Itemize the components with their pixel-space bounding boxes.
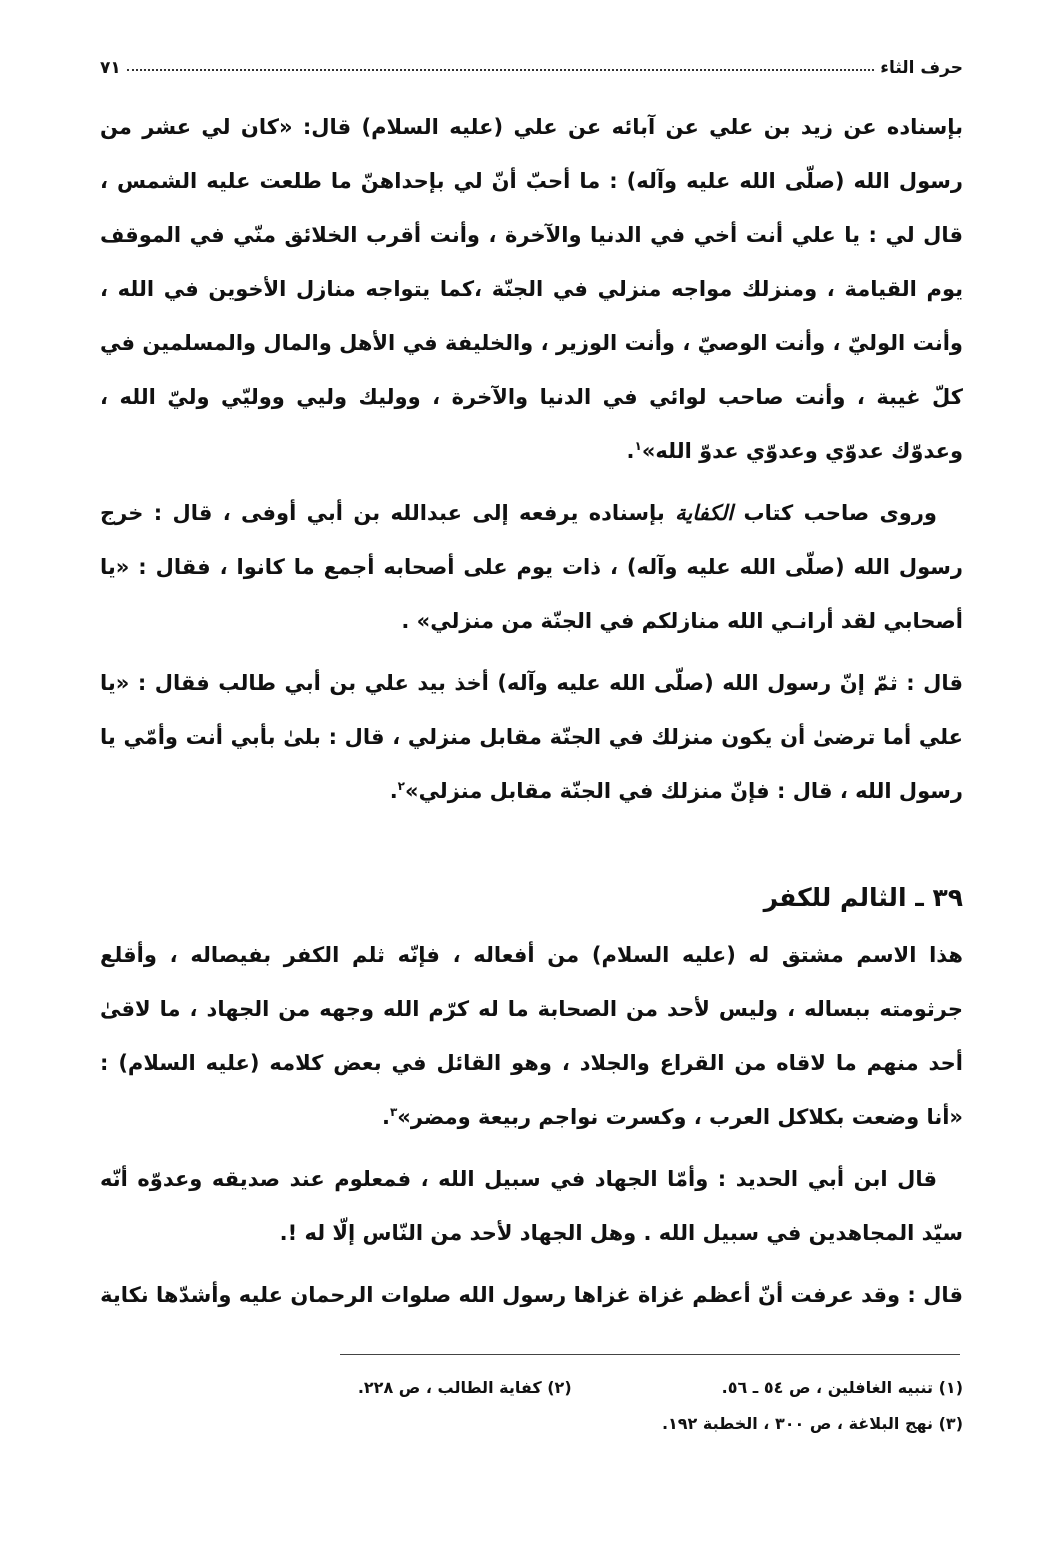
- paragraph-1-text: بإسناده عن زيد بن علي عن آبائه عن علي (عليه السلام) قال: «كان لي عشر من رسول الله (صلّى الله عليه وآله) : ما أحبّ أنّ لي بإحداهنّ ما طلعت عليه الشمس ، قال لي : يا علي أنت أخي في الدنيا والآخرة ، وأنت أقرب الخلائق منّي في الموقف يوم القيامة ، ومنزلك مواجه منزلي في الجنّة ،كما يتواجه منازل الأخوين في الله ، وأنت الوليّ ، وأنت الوصيّ ، وأنت الوزير ، والخليفة في الأهل والمال والمسلمين في كلّ غيبة ، وأنت صاحب لوائي في الدنيا والآخرة ، ووليك وليي ووليّي وليّ الله ، وعدوّك عدوّي وعدوّي عدوّ الله»: [100, 115, 963, 463]
- paragraph-4-text: هذا الاسم مشتق له (عليه السلام) من أفعاله ، فإنّه ثلم الكفر بفيصاله ، وأقلع جرثومته ببساله ، وليس لأحد من الصحابة ما له كرّم الله وجهه من الجهاد ، ما لاقىٰ أحد منهم ما لاقاه من القراع والجلاد ، وهو القائل في بعض كلامه (عليه السلام) : «أنا وضعت بكلاكل العرب ، وكسرت نواجم ربيعة ومضر»: [100, 943, 963, 1129]
- paragraph-2-start: وروى صاحب كتاب: [743, 501, 937, 525]
- paragraph-3-text: قال : ثمّ إنّ رسول الله (صلّى الله عليه وآله) أخذ بيد علي بن أبي طالب فقال : «يا علي أما ترضىٰ أن يكون منزلك في الجنّة مقابل منزلي ، قال : بلىٰ بأبي أنت وأمّي يا رسول الله ، قال : فإنّ منزلك في الجنّة مقابل منزلي»: [100, 671, 963, 803]
- body-text: [100, 100, 963, 1322]
- footnote-row: [100, 1406, 963, 1442]
- page-number: ٧١: [100, 58, 121, 78]
- footnotes: [100, 1370, 963, 1442]
- book-title: الكفاية: [675, 501, 734, 525]
- paragraph-3: قال : ثمّ إنّ رسول الله (صلّى الله عليه وآله) أخذ بيد علي بن أبي طالب فقال : «يا علي أما ترضىٰ أن يكون منزلك في الجنّة مقابل منزلي ، قال : بلىٰ بأبي أنت وأمّي يا رسول الله ، قال : فإنّ منزلك في الجنّة مقابل منزلي»$^٢$.: [100, 671, 963, 803]
- footnote-ref-2: ٢: [397, 779, 405, 793]
- dotted-leader: [127, 69, 875, 71]
- section-heading: ٣٩ ـ الثالم للكفر: [763, 883, 963, 912]
- book-page: [100, 40, 963, 1528]
- footnote-row: [100, 1370, 963, 1406]
- paragraph-2: [100, 486, 963, 648]
- paragraph-4: هذا الاسم مشتق له (عليه السلام) من أفعاله ، فإنّه ثلم الكفر بفيصاله ، وأقلع جرثومته ببساله ، وليس لأحد من الصحابة ما له كرّم الله وجهه من الجهاد ، ما لاقىٰ أحد منهم ما لاقاه من القراع والجلاد ، وهو القائل في بعض كلامه (عليه السلام) : «أنا وضعت بكلاكل العرب ، وكسرت نواجم ربيعة ومضر»$^٣$.: [100, 943, 963, 1129]
- footnote-ref-3: ٣: [389, 1105, 398, 1119]
- chapter-title: حرف الثاء: [880, 58, 963, 78]
- footnote-3: (٣) نهج البلاغة ، ص ٣٠٠ ، الخطبة ١٩٢.: [661, 1414, 963, 1433]
- paragraph-1: بإسناده عن زيد بن علي عن آبائه عن علي (عليه السلام) قال: «كان لي عشر من رسول الله (صلّى الله عليه وآله) : ما أحبّ أنّ لي بإحداهنّ ما طلعت عليه الشمس ، قال لي : يا علي أنت أخي في الدنيا والآخرة ، وأنت أقرب الخلائق منّي في الموقف يوم القيامة ، ومنزلك مواجه منزلي في الجنّة ،كما يتواجه منازل الأخوين في الله ، وأنت الوليّ ، وأنت الوصيّ ، وأنت الوزير ، والخليفة في الأهل والمال والمسلمين في كلّ غيبة ، وأنت صاحب لوائي في الدنيا والآخرة ، ووليك وليي ووليّي وليّ الله ، وعدوّك عدوّي وعدوّي عدوّ الله»$^١$.: [100, 115, 963, 463]
- running-header: [100, 46, 963, 78]
- footnote-1: (١) تنبيه الغافلين ، ص ٥٤ ـ ٥٦.: [721, 1378, 963, 1397]
- paragraph-2-rest: بإسناده يرفعه إلى عبدالله بن أبي أوفى ، قال : خرج رسول الله (صلّى الله عليه وآله) ، ذات يوم على أصحابه أجمع ما كانوا ، فقال : «يا أصحابي لقد أرانـي الله منازلكم في الجنّة من منزلي» .: [100, 501, 963, 633]
- paragraph-6: قال : وقد عرفت أنّ أعظم غزاة غزاها رسول الله صلوات الرحمان عليه وأشدّها نكاية: [100, 1283, 963, 1307]
- footnote-2: (٢) كفاية الطالب ، ص ٢٢٨.: [357, 1378, 572, 1397]
- paragraph-5: قال ابن أبي الحديد : وأمّا الجهاد في سبيل الله ، فمعلوم عند صديقه وعدوّه أنّه سيّد المجاهدين في سبيل الله . وهل الجهاد لأحد من النّاس إلّا له !.: [100, 1167, 963, 1245]
- footnote-ref-1: ١: [634, 439, 642, 453]
- footnote-divider: [340, 1354, 960, 1355]
